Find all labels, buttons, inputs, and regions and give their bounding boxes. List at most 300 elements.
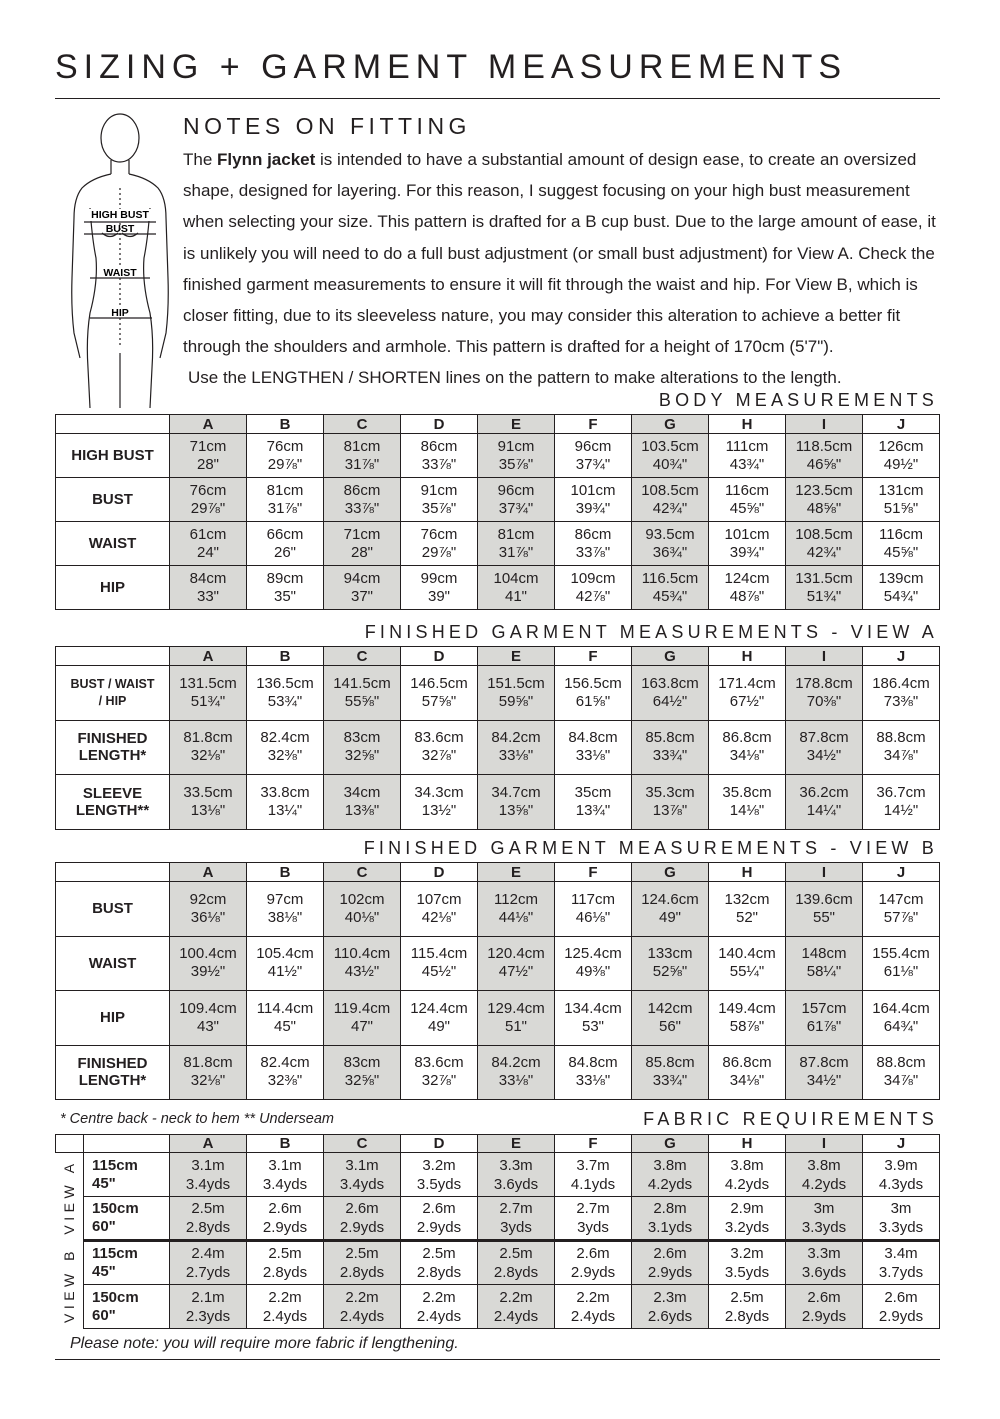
size-header-h: H bbox=[709, 647, 786, 666]
measurement-cell bbox=[863, 991, 940, 1046]
measurement-cell bbox=[401, 566, 478, 610]
size-header-f: F bbox=[555, 647, 632, 666]
row-label-line: LENGTH* bbox=[78, 1072, 147, 1090]
measurement-cell bbox=[401, 882, 478, 937]
measurement-cell bbox=[401, 1045, 478, 1100]
fabric-amount-cell bbox=[478, 1285, 555, 1329]
measurement-cell bbox=[324, 478, 401, 522]
measurement-cell bbox=[170, 1045, 247, 1100]
imperial-value: 61⅞" bbox=[806, 1017, 842, 1035]
header-corner bbox=[84, 1135, 170, 1153]
measurement-cell bbox=[709, 566, 786, 610]
size-header-b: B bbox=[247, 415, 324, 434]
imperial-value: 3.5yds bbox=[724, 1264, 770, 1281]
measurement-cell bbox=[478, 522, 555, 566]
imperial-value: 42⅛" bbox=[421, 908, 457, 926]
metric-value: 84cm bbox=[189, 569, 227, 587]
imperial-value: 33⅛" bbox=[575, 747, 611, 765]
metric-value: 96cm bbox=[574, 437, 612, 455]
metric-value: 131.5cm bbox=[795, 569, 853, 587]
measurement-cell bbox=[863, 882, 940, 937]
fabric-width-line: 115cm bbox=[92, 1156, 138, 1174]
metric-value: 2.6m bbox=[268, 1200, 302, 1217]
imperial-value: 51⅝" bbox=[883, 499, 919, 517]
measurement-cell bbox=[555, 434, 632, 478]
imperial-value: 33⅞" bbox=[344, 499, 380, 517]
measurement-cell bbox=[786, 566, 863, 610]
measurement-cell bbox=[786, 720, 863, 775]
table-row bbox=[56, 434, 940, 478]
imperial-value: 2.4yds bbox=[416, 1307, 462, 1325]
imperial-value: 32⅜" bbox=[267, 747, 303, 765]
imperial-value: 48⅝" bbox=[806, 499, 842, 517]
imperial-value: 39" bbox=[427, 587, 450, 605]
metric-value: 86.8cm bbox=[722, 729, 772, 747]
lengthening-note: Please note: you will require more fabric if lengthening. bbox=[70, 1335, 459, 1352]
metric-value: 33.8cm bbox=[260, 783, 310, 801]
metric-value: 2.1m bbox=[191, 1288, 225, 1306]
size-header-e: E bbox=[478, 415, 555, 434]
metric-value: 3m bbox=[813, 1200, 835, 1217]
size-header-a: A bbox=[170, 863, 247, 882]
measurement-cell bbox=[709, 478, 786, 522]
measurement-cell bbox=[863, 522, 940, 566]
table-row bbox=[56, 720, 940, 775]
measurement-cell bbox=[632, 1045, 709, 1100]
measurement-cell bbox=[324, 666, 401, 721]
measurement-cell bbox=[478, 666, 555, 721]
imperial-value: 13¼" bbox=[267, 801, 303, 819]
size-header-b: B bbox=[247, 1135, 324, 1153]
imperial-value: 59⅝" bbox=[498, 692, 534, 710]
imperial-value: 33¾" bbox=[652, 747, 688, 765]
size-header-c: C bbox=[324, 1135, 401, 1153]
measurement-cell bbox=[170, 666, 247, 721]
row-label bbox=[56, 991, 170, 1046]
fabric-width-label bbox=[84, 1241, 170, 1285]
table-row bbox=[56, 882, 940, 937]
metric-value: 101cm bbox=[724, 525, 770, 543]
measurement-cell bbox=[786, 775, 863, 830]
size-header-h: H bbox=[709, 415, 786, 434]
imperial-value: 45⅝" bbox=[729, 499, 765, 517]
fabric-width-line: 150cm bbox=[92, 1200, 139, 1217]
imperial-value: 2.4yds bbox=[262, 1307, 308, 1325]
metric-value: 116cm bbox=[725, 481, 769, 499]
size-header-e: E bbox=[478, 647, 555, 666]
measurement-cell bbox=[786, 666, 863, 721]
size-header-j: J bbox=[863, 1135, 940, 1153]
size-header-h: H bbox=[709, 1135, 786, 1153]
fabric-amount-cell bbox=[555, 1153, 632, 1197]
measurement-cell bbox=[478, 720, 555, 775]
imperial-value: 47" bbox=[350, 1017, 373, 1035]
measurement-cell bbox=[401, 478, 478, 522]
size-header-g: G bbox=[632, 647, 709, 666]
measurement-cell bbox=[324, 434, 401, 478]
metric-value: 2.2m bbox=[499, 1288, 533, 1306]
metric-value: 156.5cm bbox=[564, 674, 622, 692]
view-a-measurements-table bbox=[55, 646, 940, 830]
size-header-f: F bbox=[555, 863, 632, 882]
metric-value: 2.6m bbox=[576, 1245, 610, 1262]
fabric-amount-cell bbox=[324, 1241, 401, 1285]
fabric-row bbox=[56, 1197, 940, 1241]
imperial-value: 55" bbox=[812, 908, 835, 926]
imperial-value: 70⅜" bbox=[806, 692, 842, 710]
metric-value: 81.8cm bbox=[183, 1054, 233, 1072]
table-row bbox=[56, 566, 940, 610]
size-header-e: E bbox=[478, 1135, 555, 1153]
figure-label-hip: HIP bbox=[111, 307, 129, 319]
measurement-cell bbox=[709, 1045, 786, 1100]
row-label bbox=[56, 666, 170, 721]
imperial-value: 2.9yds bbox=[339, 1219, 385, 1236]
measurement-cell bbox=[786, 1045, 863, 1100]
metric-value: 35.3cm bbox=[645, 783, 695, 801]
metric-value: 115.4cm bbox=[410, 945, 468, 963]
measurement-cell bbox=[170, 566, 247, 610]
measurement-cell bbox=[401, 936, 478, 991]
view-group-label: VIEW A bbox=[61, 1159, 78, 1235]
metric-value: 91cm bbox=[497, 437, 535, 455]
metric-value: 164.4cm bbox=[872, 999, 930, 1017]
fabric-amount-cell bbox=[324, 1197, 401, 1241]
row-label: WAIST bbox=[56, 522, 170, 566]
fabric-amount-cell bbox=[786, 1241, 863, 1285]
metric-value: 66cm bbox=[266, 525, 304, 543]
measurement-cell bbox=[247, 775, 324, 830]
fabric-amount-cell bbox=[863, 1241, 940, 1285]
imperial-value: 58¼" bbox=[806, 963, 842, 981]
imperial-value: 61⅛" bbox=[883, 963, 919, 981]
imperial-value: 3yds bbox=[577, 1219, 609, 1236]
measurement-cell bbox=[863, 775, 940, 830]
table-row bbox=[56, 775, 940, 830]
metric-value: 3.1m bbox=[191, 1156, 225, 1174]
measurement-cell bbox=[247, 522, 324, 566]
metric-value: 105.4cm bbox=[256, 945, 314, 963]
fabric-row bbox=[56, 1153, 940, 1197]
body-measurements-title: BODY MEASUREMENTS bbox=[658, 390, 938, 410]
metric-value: 117cm bbox=[571, 890, 615, 908]
fabric-amount-cell bbox=[863, 1197, 940, 1241]
row-label-line: HIP bbox=[99, 1009, 125, 1027]
measurement-cell bbox=[401, 720, 478, 775]
measurement-cell bbox=[709, 720, 786, 775]
fabric-amount-cell bbox=[632, 1285, 709, 1329]
measurement-cell bbox=[324, 775, 401, 830]
metric-value: 109.4cm bbox=[179, 999, 237, 1017]
fabric-row bbox=[56, 1285, 940, 1329]
metric-value: 114.4cm bbox=[256, 999, 314, 1017]
imperial-value: 57⅝" bbox=[421, 692, 457, 710]
metric-value: 146.5cm bbox=[410, 674, 468, 692]
imperial-value: 51¾" bbox=[806, 587, 842, 605]
measurement-cell bbox=[478, 882, 555, 937]
imperial-value: 3.3yds bbox=[801, 1219, 847, 1236]
metric-value: 86cm bbox=[574, 525, 612, 543]
metric-value: 2.3m bbox=[653, 1288, 687, 1306]
measurement-cell bbox=[709, 936, 786, 991]
measurement-cell bbox=[170, 720, 247, 775]
measurement-cell bbox=[324, 720, 401, 775]
fabric-row bbox=[56, 1241, 940, 1285]
imperial-value: 51¾" bbox=[190, 692, 226, 710]
size-header-f: F bbox=[555, 1135, 632, 1153]
notes-last-line: Use the LENGTHEN / SHORTEN lines on the pattern to make alterations to the length. bbox=[188, 368, 842, 388]
metric-value: 3.4m bbox=[884, 1245, 918, 1262]
metric-value: 87.8cm bbox=[799, 729, 849, 747]
measurement-cell bbox=[632, 566, 709, 610]
size-header-d: D bbox=[401, 415, 478, 434]
fabric-amount-cell bbox=[555, 1241, 632, 1285]
body-figure-illustration bbox=[62, 108, 182, 408]
metric-value: 171.4cm bbox=[718, 674, 776, 692]
imperial-value: 2.9yds bbox=[647, 1264, 693, 1281]
imperial-value: 26" bbox=[273, 543, 296, 561]
imperial-value: 4.2yds bbox=[724, 1175, 770, 1193]
imperial-value: 32⅞" bbox=[421, 747, 457, 765]
view-b-measurements-table bbox=[55, 862, 940, 1100]
measurement-cell bbox=[709, 991, 786, 1046]
metric-value: 119.4cm bbox=[333, 999, 391, 1017]
metric-value: 2.6m bbox=[345, 1200, 379, 1217]
imperial-value: 39½" bbox=[190, 963, 226, 981]
metric-value: 2.2m bbox=[576, 1288, 610, 1306]
measurement-cell bbox=[632, 434, 709, 478]
metric-value: 149.4cm bbox=[718, 999, 776, 1017]
metric-value: 108.5cm bbox=[795, 525, 853, 543]
imperial-value: 34⅞" bbox=[883, 1072, 919, 1090]
imperial-value: 32⅜" bbox=[267, 1072, 303, 1090]
fabric-amount-cell bbox=[170, 1197, 247, 1241]
measurement-cell bbox=[555, 666, 632, 721]
measurement-cell bbox=[709, 522, 786, 566]
imperial-value: 73⅜" bbox=[883, 692, 919, 710]
measurement-cell bbox=[324, 522, 401, 566]
size-header-j: J bbox=[863, 647, 940, 666]
measurement-cell bbox=[247, 720, 324, 775]
metric-value: 186.4cm bbox=[872, 674, 930, 692]
imperial-value: 3.1yds bbox=[647, 1219, 693, 1236]
fabric-width-label bbox=[84, 1197, 170, 1241]
imperial-value: 41½" bbox=[267, 963, 303, 981]
measurement-cell bbox=[478, 478, 555, 522]
fabric-amount-cell bbox=[401, 1197, 478, 1241]
metric-value: 85.8cm bbox=[645, 729, 695, 747]
view-a-title: FINISHED GARMENT MEASUREMENTS - VIEW A bbox=[364, 622, 938, 642]
size-header-e: E bbox=[478, 863, 555, 882]
imperial-value: 28" bbox=[196, 455, 219, 473]
metric-value: 124.4cm bbox=[410, 999, 468, 1017]
metric-value: 84.2cm bbox=[491, 1054, 541, 1072]
fabric-amount-cell bbox=[401, 1153, 478, 1197]
metric-value: 3.9m bbox=[884, 1156, 918, 1174]
size-header-j: J bbox=[863, 415, 940, 434]
imperial-value: 34½" bbox=[806, 1072, 842, 1090]
metric-value: 100.4cm bbox=[179, 945, 237, 963]
metric-value: 102cm bbox=[339, 890, 385, 908]
metric-value: 124.6cm bbox=[641, 890, 699, 908]
measurement-cell bbox=[170, 434, 247, 478]
metric-value: 2.2m bbox=[268, 1288, 302, 1306]
metric-value: 2.5m bbox=[268, 1245, 302, 1262]
metric-value: 123.5cm bbox=[795, 481, 853, 499]
fabric-amount-cell bbox=[170, 1153, 247, 1197]
imperial-value: 55⅝" bbox=[344, 692, 380, 710]
metric-value: 124cm bbox=[724, 569, 770, 587]
metric-value: 104cm bbox=[493, 569, 539, 587]
measurement-cell bbox=[247, 1045, 324, 1100]
metric-value: 76cm bbox=[420, 525, 458, 543]
metric-value: 141.5cm bbox=[333, 674, 391, 692]
imperial-value: 64½" bbox=[652, 692, 688, 710]
measurement-cell bbox=[632, 775, 709, 830]
row-label-line: BUST / WAIST bbox=[70, 676, 155, 691]
imperial-value: 3.4yds bbox=[339, 1175, 385, 1193]
metric-value: 163.8cm bbox=[641, 674, 699, 692]
imperial-value: 53" bbox=[581, 1017, 604, 1035]
metric-value: 82.4cm bbox=[260, 1054, 310, 1072]
imperial-value: 14½" bbox=[883, 801, 919, 819]
metric-value: 71cm bbox=[189, 437, 227, 455]
metric-value: 3.2m bbox=[422, 1156, 456, 1174]
imperial-value: 45¾" bbox=[652, 587, 688, 605]
imperial-value: 13⅝" bbox=[498, 801, 534, 819]
metric-value: 2.6m bbox=[653, 1245, 687, 1262]
metric-value: 108.5cm bbox=[641, 481, 699, 499]
imperial-value: 2.7yds bbox=[185, 1264, 231, 1281]
metric-value: 151.5cm bbox=[487, 674, 545, 692]
metric-value: 147cm bbox=[878, 890, 924, 908]
metric-value: 76cm bbox=[266, 437, 304, 455]
measurement-cell bbox=[324, 566, 401, 610]
imperial-value: 4.2yds bbox=[647, 1175, 693, 1193]
measurement-cell bbox=[247, 478, 324, 522]
size-header-d: D bbox=[401, 863, 478, 882]
metric-value: 3.3m bbox=[499, 1156, 533, 1174]
metric-value: 133cm bbox=[647, 945, 693, 963]
notes-heading: NOTES ON FITTING bbox=[183, 113, 471, 139]
measurement-cell bbox=[786, 522, 863, 566]
imperial-value: 4.1yds bbox=[570, 1175, 616, 1193]
size-header-b: B bbox=[247, 863, 324, 882]
metric-value: 91cm bbox=[420, 481, 458, 499]
metric-value: 81cm bbox=[497, 525, 535, 543]
metric-value: 89cm bbox=[266, 569, 304, 587]
size-header-c: C bbox=[324, 647, 401, 666]
fabric-width-line: 60" bbox=[92, 1218, 116, 1235]
imperial-value: 37" bbox=[350, 587, 373, 605]
metric-value: 129.4cm bbox=[487, 999, 545, 1017]
imperial-value: 2.6yds bbox=[647, 1307, 693, 1325]
metric-value: 139.6cm bbox=[795, 890, 853, 908]
size-header-a: A bbox=[170, 647, 247, 666]
measurement-cell bbox=[478, 1045, 555, 1100]
imperial-value: 33¾" bbox=[652, 1072, 688, 1090]
footnote: * Centre back - neck to hem ** Underseam bbox=[60, 1111, 335, 1127]
metric-value: 155.4cm bbox=[872, 945, 930, 963]
metric-value: 131.5cm bbox=[179, 674, 237, 692]
imperial-value: 32⅝" bbox=[344, 747, 380, 765]
size-header-d: D bbox=[401, 1135, 478, 1153]
metric-value: 83.6cm bbox=[414, 1054, 464, 1072]
imperial-value: 58⅞" bbox=[729, 1017, 765, 1035]
imperial-value: 29⅞" bbox=[190, 499, 226, 517]
metric-value: 88.8cm bbox=[876, 729, 926, 747]
fabric-amount-cell bbox=[247, 1285, 324, 1329]
measurement-cell bbox=[555, 478, 632, 522]
imperial-value: 3.3yds bbox=[878, 1219, 924, 1236]
imperial-value: 45½" bbox=[421, 963, 457, 981]
imperial-value: 3yds bbox=[500, 1219, 532, 1236]
imperial-value: 44⅛" bbox=[498, 908, 534, 926]
metric-value: 116.5cm bbox=[641, 569, 699, 587]
metric-value: 2.7m bbox=[499, 1200, 533, 1217]
header-corner bbox=[56, 1135, 84, 1153]
fabric-amount-cell bbox=[709, 1153, 786, 1197]
metric-value: 112cm bbox=[494, 890, 538, 908]
imperial-value: 2.8yds bbox=[724, 1307, 770, 1325]
size-header-row bbox=[56, 1135, 940, 1153]
size-header-b: B bbox=[247, 647, 324, 666]
imperial-value: 13⅞" bbox=[652, 801, 688, 819]
metric-value: 81cm bbox=[343, 437, 381, 455]
measurement-cell bbox=[247, 666, 324, 721]
measurement-cell bbox=[863, 478, 940, 522]
size-header-i: I bbox=[786, 647, 863, 666]
measurement-cell bbox=[632, 478, 709, 522]
fabric-width-label bbox=[84, 1285, 170, 1329]
fabric-width-line: 45" bbox=[92, 1174, 116, 1192]
metric-value: 2.5m bbox=[422, 1245, 456, 1262]
measurement-cell bbox=[170, 478, 247, 522]
fabric-amount-cell bbox=[401, 1241, 478, 1285]
metric-value: 131cm bbox=[878, 481, 924, 499]
measurement-cell bbox=[324, 882, 401, 937]
measurement-cell bbox=[555, 991, 632, 1046]
imperial-value: 2.4yds bbox=[570, 1307, 616, 1325]
metric-value: 2.8m bbox=[653, 1200, 687, 1217]
measurement-cell bbox=[786, 478, 863, 522]
imperial-value: 2.9yds bbox=[801, 1307, 847, 1325]
measurement-cell bbox=[324, 991, 401, 1046]
metric-value: 36.7cm bbox=[876, 783, 926, 801]
header-corner bbox=[56, 863, 170, 882]
imperial-value: 29⅞" bbox=[267, 455, 303, 473]
row-label bbox=[56, 1045, 170, 1100]
page-title: SIZING + GARMENT MEASUREMENTS bbox=[55, 48, 848, 86]
size-header-i: I bbox=[786, 1135, 863, 1153]
imperial-value: 39¾" bbox=[575, 499, 611, 517]
fabric-amount-cell bbox=[709, 1241, 786, 1285]
measurement-cell bbox=[632, 882, 709, 937]
imperial-value: 2.8yds bbox=[416, 1264, 462, 1281]
size-header-a: A bbox=[170, 415, 247, 434]
row-label-line: LENGTH** bbox=[75, 801, 150, 819]
metric-value: 132cm bbox=[724, 890, 770, 908]
imperial-value: 45⅝" bbox=[883, 543, 919, 561]
metric-value: 178.8cm bbox=[795, 674, 853, 692]
imperial-value: 29⅞" bbox=[421, 543, 457, 561]
row-label-line: FINISHED bbox=[77, 730, 148, 748]
metric-value: 107cm bbox=[416, 890, 462, 908]
fabric-amount-cell bbox=[555, 1285, 632, 1329]
measurement-cell bbox=[478, 775, 555, 830]
metric-value: 2.6m bbox=[884, 1288, 918, 1306]
imperial-value: 33" bbox=[196, 587, 219, 605]
